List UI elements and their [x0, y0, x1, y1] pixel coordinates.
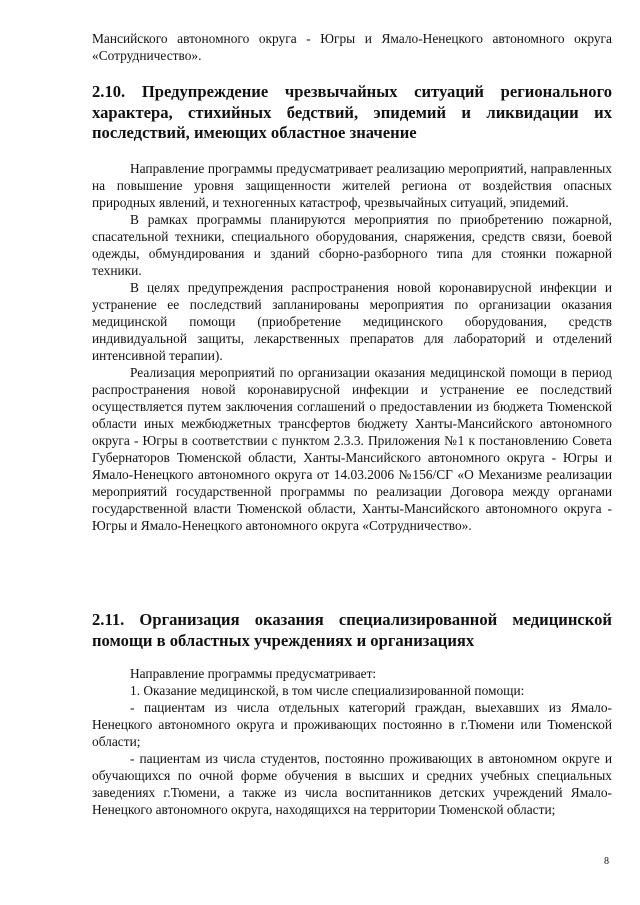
page-number: 8: [604, 856, 609, 867]
paragraph: Направление программы предусматривает реализацию мероприятий, направленных на повышение уровня защищенности жителей региона от воздействия опасных природных явлений, и техногенных катастроф, чрезвычайных ситуаций, эпидемий.: [92, 161, 612, 210]
paragraph: 1. Оказание медицинской, в том числе специализированной помощи:: [130, 683, 525, 698]
paragraph: В целях предупреждения распространения новой коронавирусной инфекции и устранение ее последствий запланированы мероприятия по организации оказания медицинской помощи (приобретение медицинского оборудования, средств индивидуальной защиты, лекарственных препаратов для лабораторий и отделений интенсивной терапии).: [92, 280, 612, 363]
section-heading-2-11: 2.11. Организация оказания специализированной медицинской помощи в областных учреждениях и организациях: [92, 610, 612, 650]
section-heading-2-10: 2.10. Предупреждение чрезвычайных ситуаций регионального характера, стихийных бедствий, эпидемий и ликвидации их последствий, имеющих областное значение: [92, 82, 612, 142]
paragraph: Направление программы предусматривает:: [130, 666, 377, 681]
paragraph: Реализация мероприятий по организации оказания медицинской помощи в период распространения новой коронавирусной инфекции и устранение ее последствий осуществляется путем заключения соглашений о предоставлении из бюджета Тюменской области иных межбюджетных трансфертов бюджету Ханты-Мансийского автономного округа - Югры в соответствии с пунктом 2.3.3. Приложения №1 к постановлению Совета Губернаторов Тюменской области, Ханты-Мансийского автономного округа - Югры и Ямало-Ненецкого автономного округа от 14.03.2006 №156/СГ «О Механизме реализации мероприятий государственной программы по реализации Договора между органами государственной власти Тюменской области, Ханты-Мансийского автономного округа - Югры и Ямало-Ненецкого автономного округа «Сотрудничество».: [92, 365, 612, 533]
section-2-11-body: [92, 665, 612, 818]
section-2-10-body: [92, 160, 612, 534]
paragraph: В рамках программы планируются мероприятия по приобретению пожарной, спасательной техники, специального оборудования, снаряжения, средств связи, боевой одежды, обмундирования и зданий сборно-разборного типа для стоянки пожарной техники.: [92, 212, 612, 278]
lead-paragraph: Мансийского автономного округа - Югры и Ямало-Ненецкого автономного округа «Сотрудничество».: [92, 31, 612, 63]
list-item: - пациентам из числа студентов, постоянно проживающих в автономном округе и обучающихся по очной форме обучения в высших и средних учебных специальных заведениях г.Тюмени, а также из числа воспитанников детских учреждений Ямало-Ненецкого автономного округа, находящихся на территории Тюменской области;: [92, 751, 612, 817]
list-item: - пациентам из числа отдельных категорий граждан, выехавших из Ямало-Ненецкого автономного округа и проживающих постоянно в г.Тюмени или Тюменской области;: [92, 700, 612, 749]
